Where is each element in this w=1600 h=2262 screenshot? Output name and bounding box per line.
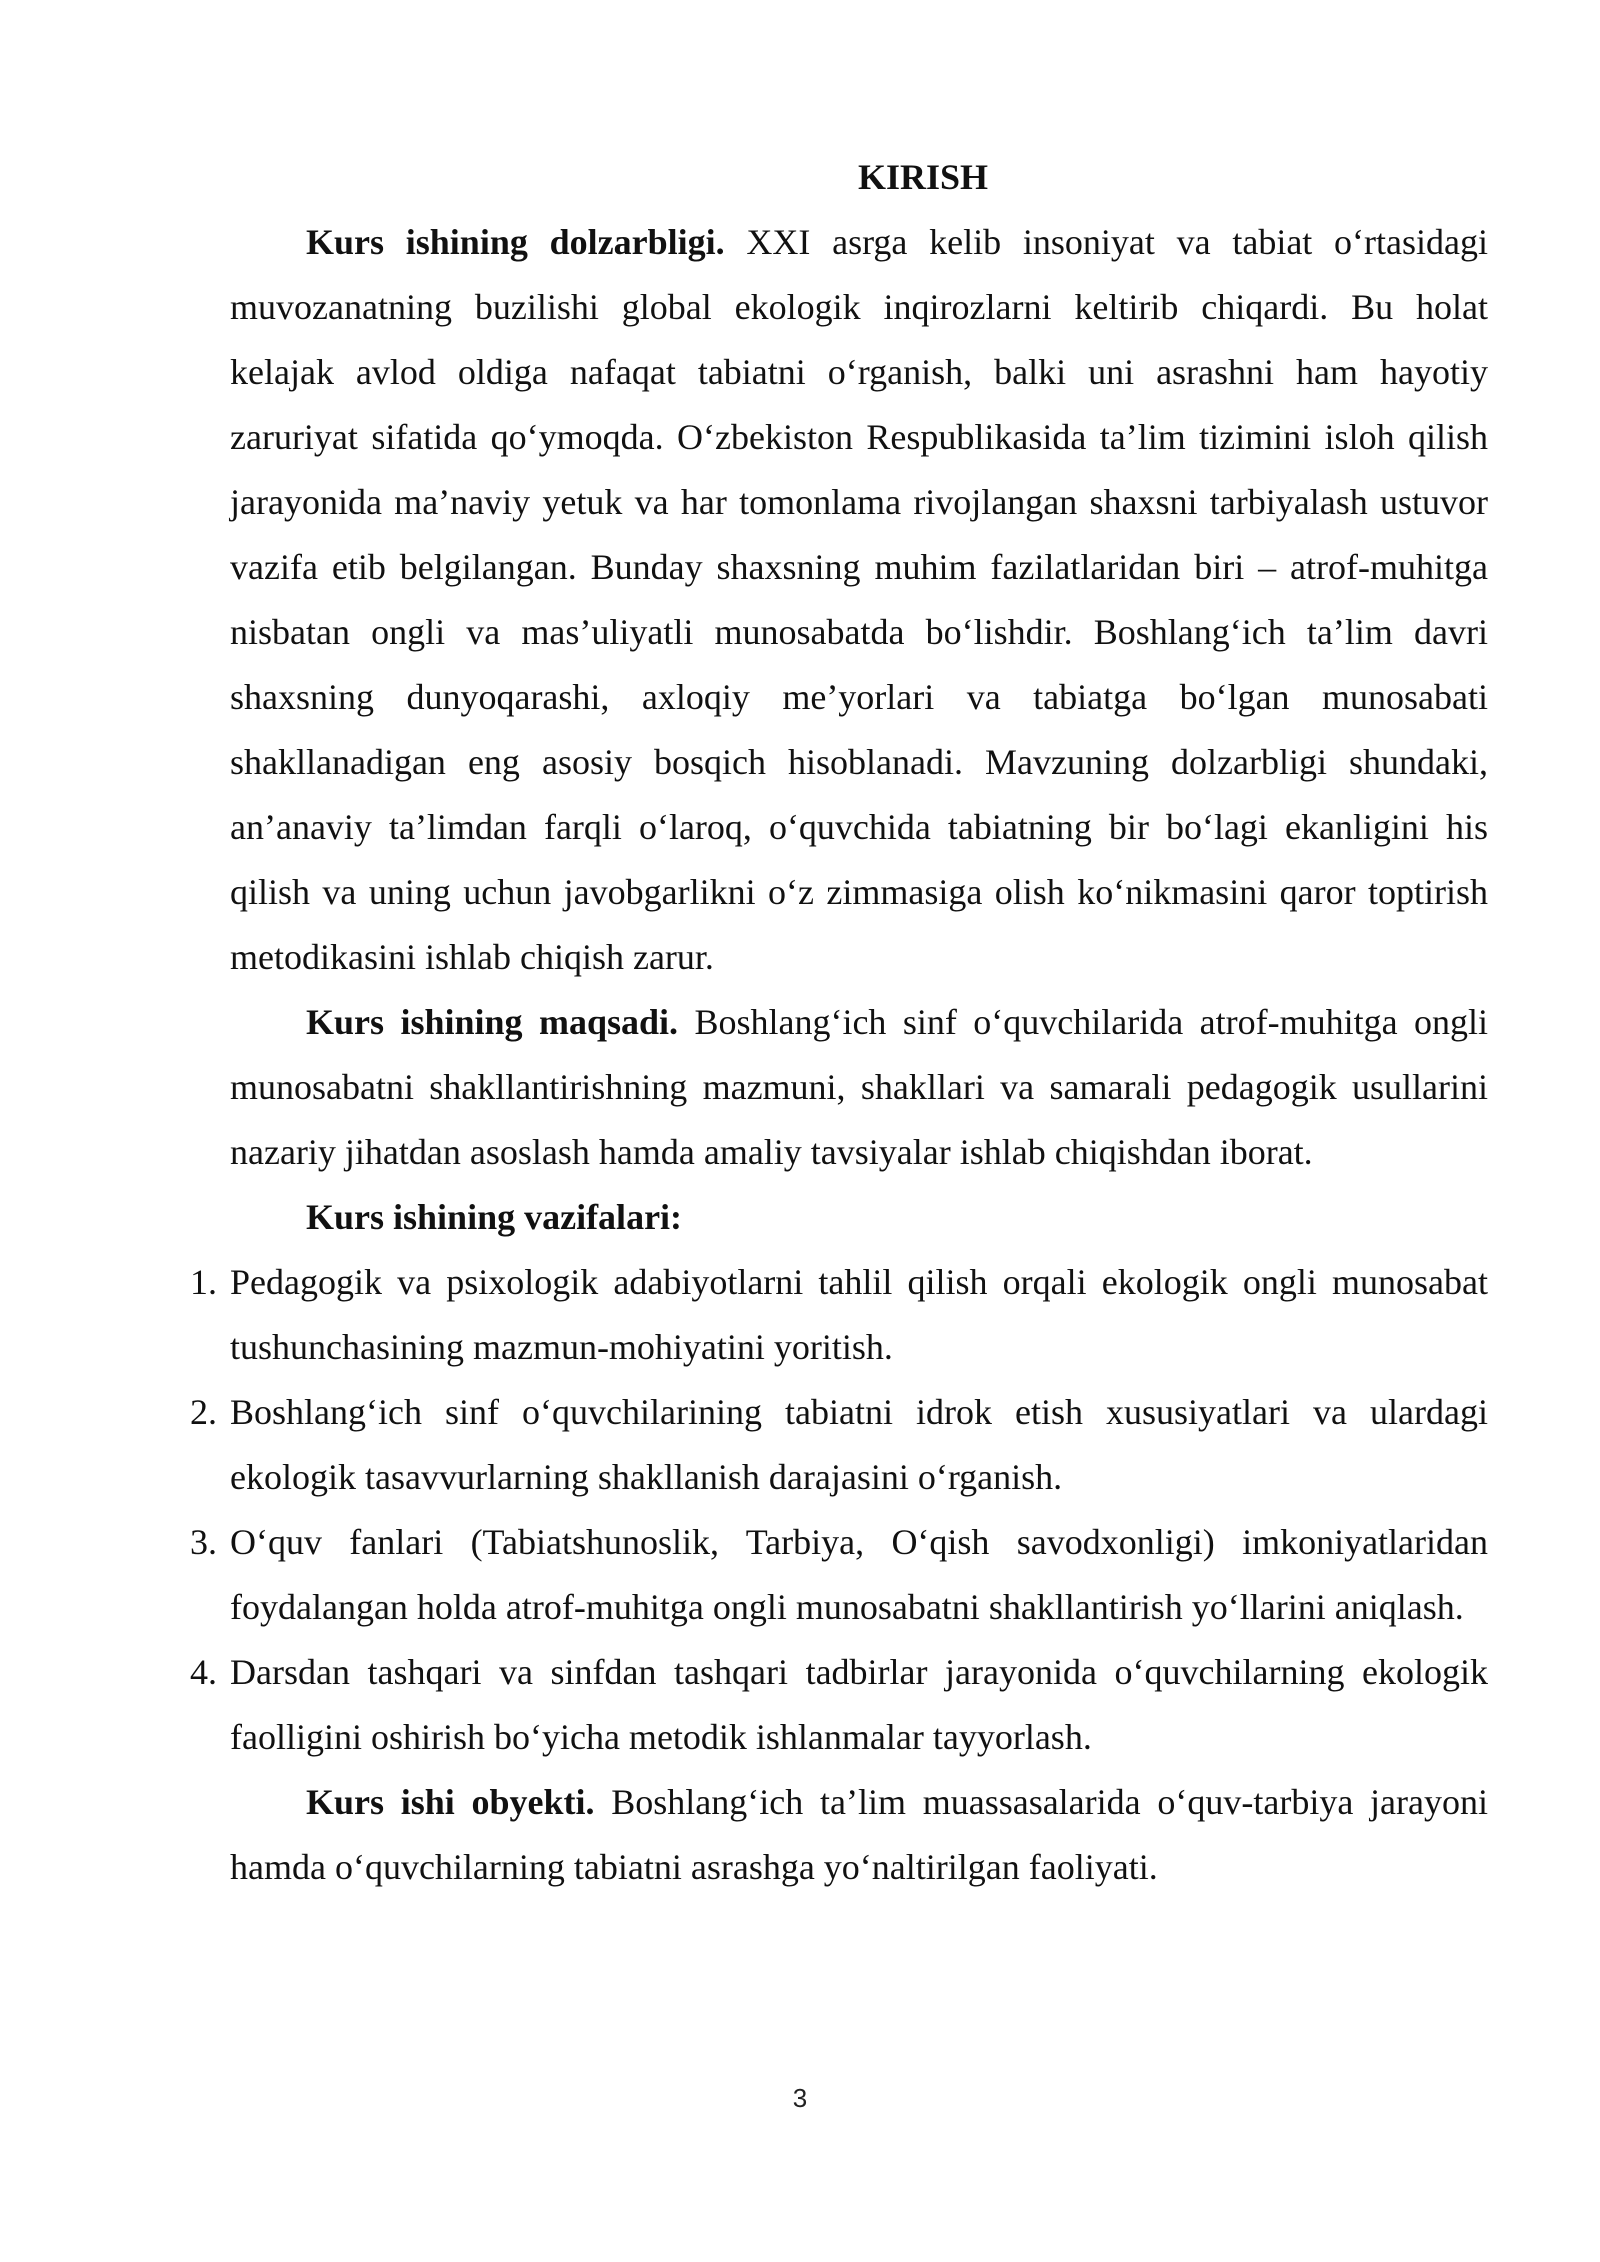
tasks-list [190,1250,1488,1770]
task-item-4 [190,1640,1488,1770]
task-text: Boshlang‘ich sinf o‘quvchilarining tabiatni idrok etish xususiyatlari va ulardagi ekologik tasavvurlarning shakllanish darajasini o‘rganish. [230,1392,1488,1497]
task-number: 1. [190,1262,217,1302]
relevance-heading: Kurs ishining dolzarbligi. [306,222,725,262]
page-content [190,145,1489,1900]
goal-heading: Kurs ishining maqsadi. [306,1002,679,1042]
task-text: Pedagogik va psixologik adabiyotlarni tahlil qilish orqali ekologik ongli munosabat tushunchasining mazmun-mohiyatini yoritish. [230,1262,1488,1367]
task-text: Darsdan tashqari va sinfdan tashqari tadbirlar jarayonida o‘quvchilarning ekologik faolligini oshirish bo‘yicha metodik ishlanmalar tayyorlash. [230,1652,1488,1757]
goal-paragraph [230,990,1488,1185]
relevance-text: XXI asrga kelib insoniyat va tabiat o‘rtasidagi muvozanatning buzilishi global ekologik inqirozlarni keltirib chiqardi. Bu holat kelajak avlod oldiga nafaqat tabiatni o‘rganish, balki uni asrashni ham hayotiy zaruriyat sifatida qo‘ymoqda. O‘zbekiston Respublikasida ta’lim tizimini isloh qilish jarayonida ma’naviy yetuk va har tomonlama rivojlangan shaxsni tarbiyalash ustuvor vazifa etib belgilangan. Bunday shaxsning muhim fazilatlaridan biri – atrof-muhitga nisbatan ongli va mas’uliyatli munosabatda bo‘lishdir. Boshlang‘ich ta’lim davri shaxsning dunyoqarashi, axloqiy me’yorlari va tabiatga bo‘lgan munosabati shakllanadigan eng asosiy bosqich hisoblanadi. Mavzuning dolzarbligi shundaki, an’anaviy ta’limdan farqli o‘laroq, o‘quvchida tabiatning bir bo‘lagi ekanligini his qilish va uning uchun javobgarlikni o‘z zimmasiga olish ko‘nikmasini qaror toptirish metodikasini ishlab chiqish zarur. [230,222,1489,977]
relevance-paragraph [230,210,1488,990]
task-text: O‘quv fanlari (Tabiatshunoslik, Tarbiya, O‘qish savodxonligi) imkoniyatlaridan foydalangan holda atrof-muhitga ongli munosabatni shakllantirish yo‘llarini aniqlash. [230,1522,1488,1627]
task-number: 2. [190,1392,217,1432]
task-number: 4. [190,1652,217,1692]
object-heading: Kurs ishi obyekti. [306,1782,595,1822]
page-number: 3 [792,2083,808,2113]
object-text: Boshlang‘ich ta’lim muassasalarida o‘quv-tarbiya jarayoni hamda o‘quvchilarning tabiatni asrashga yo‘naltirilgan faoliyati. [230,1782,1488,1887]
task-item-2 [190,1380,1488,1510]
object-paragraph [230,1770,1488,1900]
page-title: KIRISH [857,157,989,197]
task-item-3 [190,1510,1488,1640]
tasks-heading: Kurs ishining vazifalari: [306,1197,683,1237]
task-number: 3. [190,1522,217,1562]
goal-text: Boshlang‘ich sinf o‘quvchilarida atrof-muhitga ongli munosabatni shakllantirishning mazmuni, shakllari va samarali pedagogik usullarini nazariy jihatdan asoslash hamda amaliy tavsiyalar ishlab chiqishdan iborat. [230,1002,1489,1172]
task-item-1 [190,1250,1488,1380]
